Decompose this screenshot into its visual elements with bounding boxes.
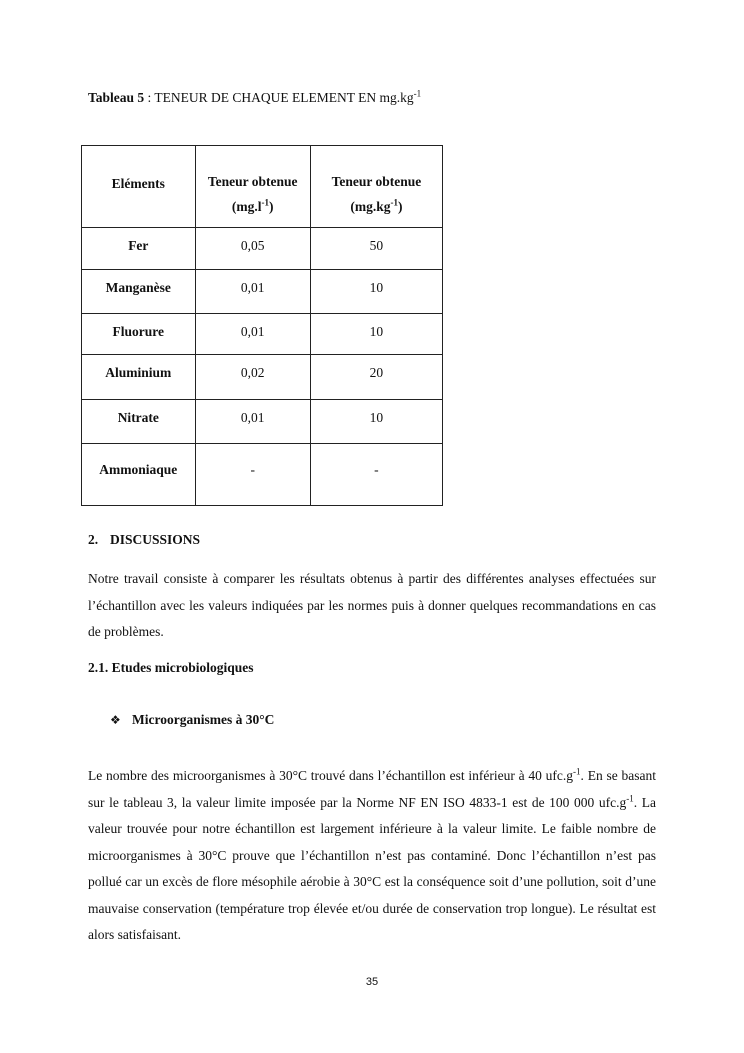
cell-element: Fluorure (82, 314, 196, 354)
section-title: DISCUSSIONS (110, 532, 201, 547)
table-header-row (82, 146, 443, 228)
cell-mgkg: 20 (310, 354, 442, 399)
cell-mgl: 0,01 (195, 314, 310, 354)
cell-mgl: 0,05 (195, 228, 310, 270)
subsection-heading: 2.1. Etudes microbiologiques (88, 660, 254, 675)
cell-element: Ammoniaque (82, 443, 196, 505)
cell-mgkg: 10 (310, 399, 442, 443)
cell-element: Nitrate (82, 399, 196, 443)
cell-mgl: - (195, 443, 310, 505)
diamond-bullet-icon: ❖ (110, 713, 121, 727)
cell-mgkg: 10 (310, 314, 442, 354)
cell-mgl: 0,01 (195, 270, 310, 314)
table-row (82, 270, 443, 314)
discussion-paragraph: Notre travail consiste à comparer les résultats obtenus à partir des différentes analyses effectuées sur l’échantillon avec les valeurs indiquées par les normes puis à donner quelques recommandations en cas de problèmes. (88, 571, 656, 639)
table-caption-label: Tableau 5 (88, 90, 145, 105)
bullet-title: Microorganismes à 30°C (132, 712, 275, 727)
table-row (82, 314, 443, 354)
cell-element: Manganèse (82, 270, 196, 314)
header-teneur-mgkg-label: Teneur obtenue (331, 174, 422, 189)
cell-mgl: 0,01 (195, 399, 310, 443)
table-row (82, 228, 443, 270)
header-teneur-mgkg (310, 146, 442, 228)
cell-mgkg: 10 (310, 270, 442, 314)
section-number: 2. (88, 532, 99, 547)
cell-element: Aluminium (82, 354, 196, 399)
table-caption-sup: -1 (413, 88, 422, 99)
element-content-table (81, 145, 443, 506)
header-teneur-mgl (195, 146, 310, 228)
table-caption (88, 90, 421, 106)
cell-mgkg: 50 (310, 228, 442, 270)
microorganism-paragraph: Le nombre des microorganismes à 30°C trouvé dans l’échantillon est inférieur à 40 $ufc.g^{-1}$. En se basant sur le tableau 3, la valeur limite imposée par la Norme NF EN ISO 4833-1 est de 100 000 $ufc.g^{-1}$. La valeur trouvée pour notre échantillon est largement inférieure à la valeur limite. Le faible nombre de microorganismes à 30°C prouve que l’échantillon n’est pas contaminé. Donc l’échantillon n’est pas pollué car un excès de flore mésophile aérobie à 30°C est la conséquence soit d’une pollution, soit d’une mauvaise conservation (température trop élevée et/ou durée de conservation trop longue). Le résultat est alors satisfaisant. (88, 766, 656, 942)
table-row (82, 443, 443, 505)
header-teneur-mgl-label: Teneur obtenue (207, 174, 298, 189)
cell-element: Fer (82, 228, 196, 270)
cell-mgkg: - (310, 443, 442, 505)
table-caption-text: : TENEUR DE CHAQUE ELEMENT EN mg.kg (144, 90, 414, 105)
header-teneur-mgl-unit: $(mg.l^{-1})$ (231, 197, 274, 214)
table-row (82, 399, 443, 443)
section-heading-discussions (88, 532, 200, 548)
table-row (82, 354, 443, 399)
header-teneur-mgkg-unit: $(mg.kg^{-1})$ (350, 197, 403, 214)
bullet-heading (110, 712, 274, 728)
cell-mgl: 0,02 (195, 354, 310, 399)
header-elements: Eléments (82, 146, 196, 228)
page-number: 35 (365, 976, 379, 988)
